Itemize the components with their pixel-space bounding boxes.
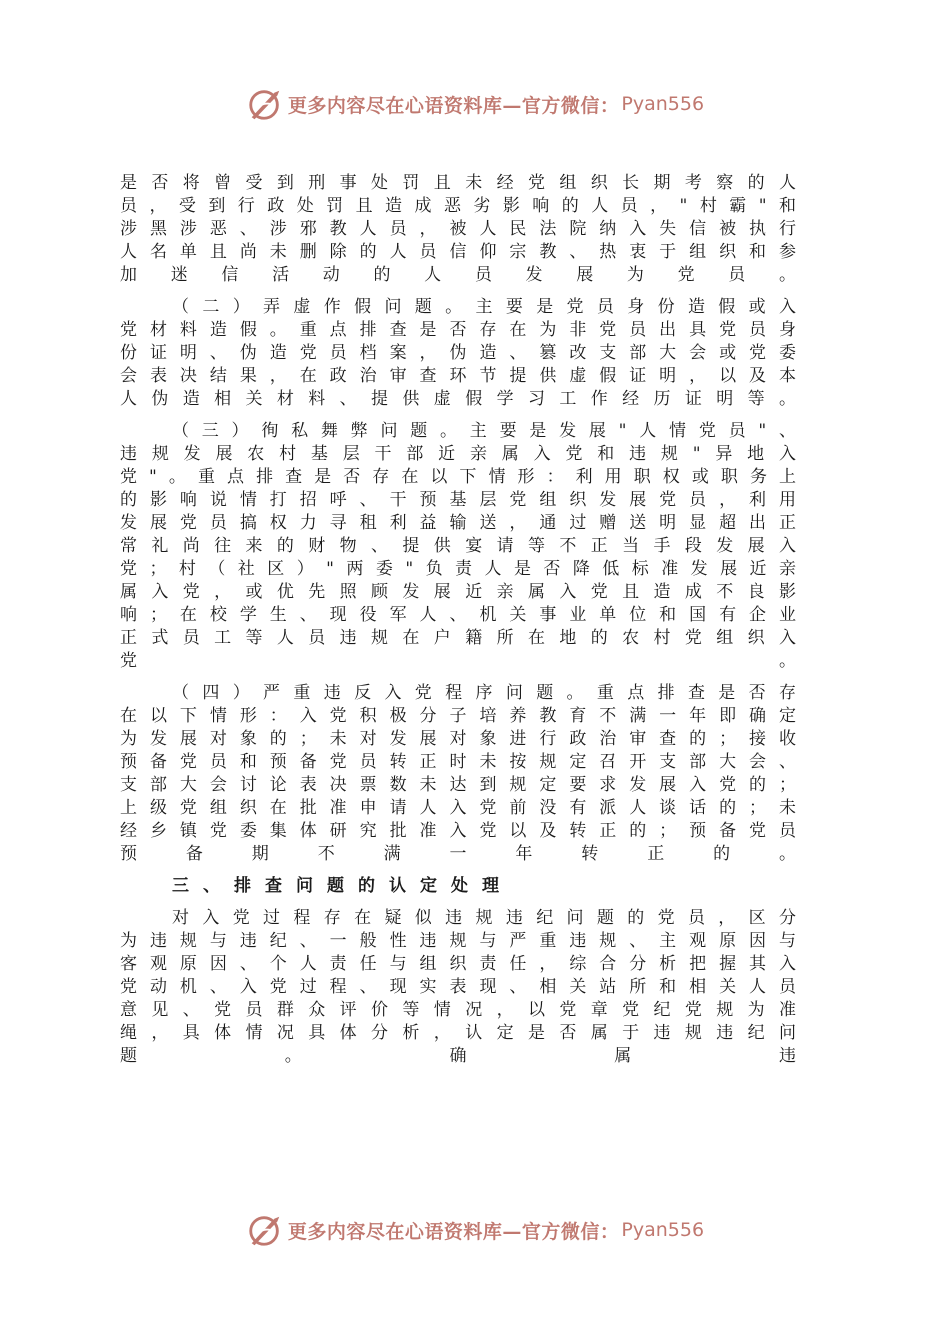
pen-logo-icon [246,85,284,123]
watermark-wechat-id: Pyan556 [621,1219,705,1241]
watermark-text: 更多内容尽在心语资料库—官方微信： [287,1220,620,1243]
paragraph-procedure: （四）严重违反入党程序问题。重点排查是否存在以下情形：入党积极分子培养教育不满一年即确定为发展对象的；未对发展对象进行政治审查的；接收预备党员和预备党员转正时未按规定召开支部大会、支部大会讨论表决票数未达到规定要求发展入党的；上级党组织在批准申请人入党前没有派人谈话的；未经乡镇党委集体研究批准入党以及转正的；预备党员预备期不满一年转正的。 [120,683,808,864]
header-watermark [0,84,950,124]
pen-logo-icon [246,1211,284,1249]
watermark-text: 更多内容尽在心语资料库—官方微信： [287,94,620,117]
document-body [120,172,808,1077]
watermark-wechat-id: Pyan556 [621,93,705,115]
footer-watermark [0,1210,950,1250]
paragraph-continued: 是否将曾受到刑事处罚且未经党组织长期考察的人员，受到行政处罚且造成恶劣影响的人员，"村霸"和涉黑涉恶、涉邪教人员，被人民法院纳入失信被执行人名单且尚未删除的人员信仰宗教、热衷于组织和参加迷信活动的人员发展为党员。 [120,173,808,285]
paragraph-fraud: （二）弄虚作假问题。主要是党员身份造假或入党材料造假。重点排查是否存在为非党员出具党员身份证明、伪造党员档案，伪造、篡改支部大会或党委会表决结果，在政治审查环节提供虚假证明，以及本人伪造相关材料、提供虚假学习工作经历证明等。 [120,297,808,409]
paragraph-handling: 对入党过程存在疑似违规违纪问题的党员，区分为违规与违纪、一般性违规与严重违规、主观原因与客观原因、个人责任与组织责任，综合分析把握其入党动机、入党过程、现实表现、相关站所和相关人员意见、党员群众评价等情况，以党章党纪党规为准绳，具体情况具体分析，认定是否属于违规违纪问题。确属违 [120,908,808,1066]
section-heading: 三、排查问题的认定处理 [172,876,513,896]
paragraph-favoritism: （三）徇私舞弊问题。主要是发展"人情党员"、违规发展农村基层干部近亲属入党和违规"异地入党"。重点排查是否存在以下情形：利用职权或职务上的影响说情打招呼、干预基层党组织发展党员，利用发展党员搞权力寻租利益输送，通过赠送明显超出正常礼尚往来的财物、提供宴请等不正当手段发展入党；村（社区）"两委"负责人是否降低标准发展近亲属入党，或优先照顾发展近亲属入党且造成不良影响；在校学生、现役军人、机关事业单位和国有企业正式员工等人员违规在户籍所在地的农村党组织入党。 [120,421,808,671]
